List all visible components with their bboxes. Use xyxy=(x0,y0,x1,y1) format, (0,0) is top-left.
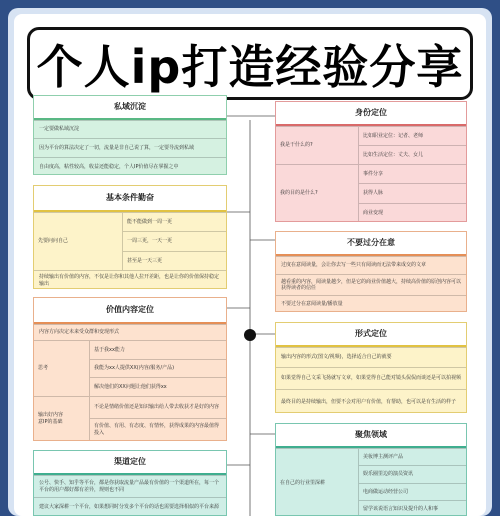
lead-text: 输出好内容 意IP的基础 xyxy=(38,412,64,425)
list-item: 比如职业定位：记者、老师 xyxy=(358,127,466,145)
list-item: 娱乐圈里边的演员资讯 xyxy=(358,465,466,482)
list-item: 留学该说语言知识及提升的人和事 xyxy=(358,500,466,516)
card-focus xyxy=(275,423,467,516)
list-item: 越看重的内容，阅读量越少，但是它的商业价值越大，持续高价值的原创内容可以获得读者的信任 xyxy=(276,274,466,295)
lead-text: 我的目的是什么? xyxy=(280,190,318,197)
card-channel xyxy=(33,450,227,516)
list-item: 有价值、有用、有态度、有情怀，获得成果的内容最值得投入 xyxy=(89,418,226,440)
list-item: 比如生活定位：丈夫、女儿 xyxy=(358,145,466,164)
list-item: 不论是情绪价值还是知识输出给人带去收获才是好的内容 xyxy=(89,397,226,418)
card-title: 渠道定位 xyxy=(34,451,226,475)
list-item: 甚至是一天三更 xyxy=(122,251,226,270)
card-title: 价值内容定位 xyxy=(34,298,226,324)
card-identity xyxy=(275,101,467,222)
card-title: 不要过分在意 xyxy=(276,232,466,256)
center-node xyxy=(244,329,256,341)
card-title: 聚焦领域 xyxy=(276,424,466,448)
card-value-content xyxy=(33,297,227,441)
card-title: 身份定位 xyxy=(276,102,466,126)
card-private-traffic xyxy=(33,95,227,175)
card-basic-conditions xyxy=(33,185,227,289)
lead-text: 思考 xyxy=(38,365,49,372)
lead-text: 在自己的行业里深耕 xyxy=(280,479,326,486)
list-item: 自由度高，粘性较高，收益还能稳定，个人IP价值尽在掌握之中 xyxy=(34,157,226,175)
list-item: 能不能做到一周一更 xyxy=(122,213,226,231)
list-item: 解决他们的XX问题让他们获得xx xyxy=(89,377,226,396)
list-item: 商业变现 xyxy=(358,203,466,222)
list-item: 因为平台的算法决定了一切，流量是非自己说了算，一定要导流到私域 xyxy=(34,138,226,157)
list-item: 一定要做私域沉淀 xyxy=(34,120,226,138)
lead-text: 先要问问自己 xyxy=(38,238,69,245)
list-item: 我能为xx人提供XX(内容/服务/产品) xyxy=(89,359,226,378)
card-no-overfocus xyxy=(275,231,467,312)
card-title: 形式定位 xyxy=(276,323,466,347)
list-item: 公号、快手、知乎等平台，都是你获取流量产品最有价值的一个渠道所在，每一个平台的用户都好都有差异，规则也不同 xyxy=(34,475,226,497)
list-item: 事件分享 xyxy=(358,165,466,183)
lead-text: 我是干什么的? xyxy=(280,142,313,149)
list-item: 一周三更，一天一更 xyxy=(122,231,226,250)
list-item: 过度在意阅读量，会让你去写一些只有阅读而无法带来成交的文章 xyxy=(276,256,466,274)
list-item: 建议大家深耕一个平台，如果想同时分发多个平台的话也需要选择相似的平台来源 xyxy=(34,497,226,516)
list-item: 电商做运动经营公司 xyxy=(358,483,466,500)
card-title: 私域沉淀 xyxy=(34,96,226,120)
intro-text: 内容方向决定未来受众群和变现形式 xyxy=(34,324,226,340)
list-item: 输出内容的形式(图文/视频)，选择适合自己的就要 xyxy=(276,347,466,367)
list-item: 美妆博主测评产品 xyxy=(358,449,466,465)
card-form xyxy=(275,322,467,413)
list-item: 获得人脉 xyxy=(358,183,466,202)
footer-text: 持续输出有价值的内容，不仅是让你和其他人拉开差距，也是让你的价值保持稳定输出 xyxy=(34,270,226,289)
page-title: 个人ip打造经验分享 xyxy=(36,39,464,94)
list-item: 如果觉得自己文采飞扬就写文章，如果觉得自己能对镜头侃侃而谈还是可以拍视频 xyxy=(276,367,466,389)
list-item: 基于我xx能力 xyxy=(89,341,226,359)
card-title: 基本条件勤奋 xyxy=(34,186,226,212)
list-item: 最终目的是持续输出，但要不会对用户有价值，有帮助，也可以是有生活的样子 xyxy=(276,389,466,413)
list-item: 不要过分在意阅读量/播放量 xyxy=(276,295,466,312)
